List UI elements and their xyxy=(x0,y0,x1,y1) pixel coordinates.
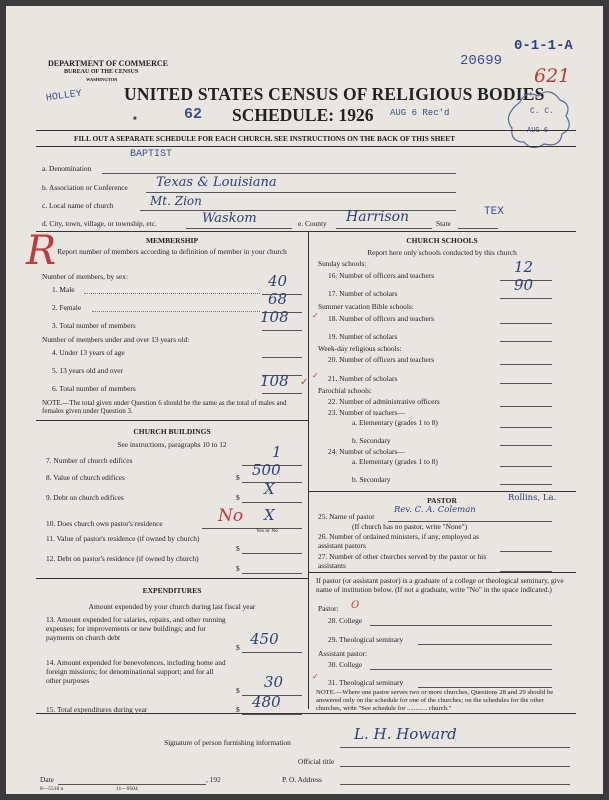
weekday-schools-label: Week-day religious schools: xyxy=(318,344,402,353)
q10-value: X xyxy=(264,506,275,524)
q8-dollar: $ xyxy=(236,473,240,482)
church-name-label: c. Local name of church xyxy=(42,201,114,210)
q14-dollar: $ xyxy=(236,686,240,695)
city-label: d. City, town, village, or township, etc. xyxy=(42,219,157,228)
red-check-mark: R xyxy=(26,228,57,274)
date-year: , 192 xyxy=(206,775,221,784)
q23b-label: b. Secondary xyxy=(352,436,391,445)
pastor-red-mark: O xyxy=(351,600,360,611)
pastor-subhead: Pastor: xyxy=(318,604,339,613)
q14-value: 30 xyxy=(264,673,284,691)
q3-value: 108 xyxy=(260,308,289,326)
pastor-address: Rollins, La. xyxy=(508,493,557,503)
expenditures-intro: Amount expended by your church during last fiscal year xyxy=(88,602,256,611)
q29-field[interactable] xyxy=(418,635,552,645)
state-field[interactable] xyxy=(458,219,498,229)
serial-number: 20699 xyxy=(460,53,503,69)
q3-label: 3. Total number of members xyxy=(52,321,136,330)
q24a-field[interactable] xyxy=(500,457,552,467)
association-value: Texas & Louisiana xyxy=(156,175,277,190)
q16-label: 16. Number of officers and teachers xyxy=(328,271,435,280)
q8-value: 500 xyxy=(252,461,281,479)
q25-label: 25. Name of pastor xyxy=(318,512,375,521)
q18-label: 18. Number of officers and teachers xyxy=(328,314,435,323)
q31-label: 31. Theological seminary xyxy=(328,678,404,687)
q31-field[interactable] xyxy=(418,678,552,688)
city-value: Waskom xyxy=(202,211,257,226)
seal-text-bottom: AUG 6 xyxy=(527,127,549,135)
q11-field[interactable] xyxy=(242,544,302,554)
classification-code: 0-1-1-A xyxy=(514,38,573,54)
date-field[interactable] xyxy=(58,775,206,785)
q17-value: 90 xyxy=(514,276,534,294)
q5-label: 5. 13 years old and over xyxy=(52,366,124,375)
q6-label: 6. Total number of members xyxy=(52,384,136,393)
q4-field[interactable] xyxy=(262,348,302,358)
assistant-pastor-subhead: Assistant pastor: xyxy=(318,649,368,658)
denomination-field[interactable] xyxy=(102,164,456,174)
q26-field[interactable] xyxy=(500,542,552,552)
column-divider xyxy=(308,231,309,709)
q28-label: 28. College xyxy=(328,616,363,625)
q26-label: 26. Number of ordained ministers, if any, employed as assistant pastors xyxy=(318,532,480,550)
q10-red-answer: No xyxy=(218,506,244,526)
q21-label: 21. Number of scholars xyxy=(328,374,398,383)
print-number: 11—9504 xyxy=(116,786,138,792)
q23a-label: a. Elementary (grades 1 to 8) xyxy=(352,418,438,427)
q9-value: X xyxy=(264,480,275,498)
expenditures-title: EXPENDITURES xyxy=(142,586,202,595)
q1-value: 40 xyxy=(268,272,288,290)
department-name: DEPARTMENT OF COMMERCE xyxy=(48,59,169,68)
yes-or-no-hint: Yes or No xyxy=(256,528,279,534)
q23-label: 23. Number of teachers— xyxy=(328,408,405,417)
red-file-number: 621 xyxy=(534,65,571,87)
bureau-city: WASHINGTON xyxy=(86,77,118,82)
q30-label: 30. College xyxy=(328,660,363,669)
form-title: UNITED STATES CENSUS OF RELIGIOUS BODIES xyxy=(124,84,545,104)
membership-intro: Report number of members according to definition of member in your church xyxy=(57,247,287,256)
q28-field[interactable] xyxy=(370,616,552,626)
bureau-name: BUREAU OF THE CENSUS xyxy=(64,69,139,75)
q13-dollar: $ xyxy=(236,643,240,652)
q16-value: 12 xyxy=(514,258,534,276)
sunday-schools-label: Sunday schools: xyxy=(318,259,367,268)
q10-field[interactable] xyxy=(202,519,302,529)
q24a-label: a. Elementary (grades 1 to 8) xyxy=(352,457,438,466)
q8-label: 8. Value of church edifices xyxy=(46,473,125,482)
q13-value: 450 xyxy=(250,630,279,648)
q7-label: 7. Number of church edifices xyxy=(46,456,133,465)
age-heading: Number of members under and over 13 years old: xyxy=(42,335,190,344)
q7-value: 1 xyxy=(272,443,282,461)
seal-text-top: C. C. xyxy=(530,107,555,116)
state-label: State xyxy=(436,219,451,228)
pastor-title: PASTOR xyxy=(427,496,457,505)
q21-field[interactable] xyxy=(500,374,552,384)
red-tick-mark: ✓ xyxy=(300,377,309,388)
association-label: b. Association or Conference xyxy=(42,183,128,192)
q12-field[interactable] xyxy=(242,564,302,574)
membership-title: MEMBERSHIP xyxy=(145,236,199,245)
header-rule-bottom xyxy=(36,146,576,147)
summer-schools-label: Summer vacation Bible schools: xyxy=(318,302,414,311)
q12-dollar: $ xyxy=(236,564,240,573)
q27-field[interactable] xyxy=(500,562,552,572)
q19-field[interactable] xyxy=(500,332,552,342)
state-value: TEX xyxy=(484,206,504,218)
buildings-subtitle: See instructions, paragraphs 10 to 12 xyxy=(117,440,227,449)
q22-field[interactable] xyxy=(500,397,552,407)
q27-label: 27. Number of other churches served by the pastor or his assistants xyxy=(318,552,487,570)
signature-label: Signature of person furnishing information xyxy=(164,738,291,747)
q6-value: 108 xyxy=(260,372,289,390)
instruction-line: FILL OUT A SEPARATE SCHEDULE FOR EACH CHURCH. SEE INSTRUCTIONS ON THE BACK OF THIS SHEET xyxy=(74,134,456,143)
q17-label: 17. Number of scholars xyxy=(328,289,398,298)
official-title-field[interactable] xyxy=(340,757,570,767)
q24b-field[interactable] xyxy=(500,475,552,485)
form-number: 8—5518 a xyxy=(40,786,64,792)
church-name-value: Mt. Zion xyxy=(150,194,202,208)
q29-label: 29. Theological seminary xyxy=(328,635,404,644)
pastor-note: NOTE.—Where one pastor serves two or more churches, Questions 28 and 29 should be answered only on the schedule for one of the churches; on the schedules for the other churches, write "See schedule for ............ church." xyxy=(316,689,554,712)
college-intro: If pastor (or assistant pastor) is a graduate of a college or theological seminary, give name of institution below. (If not a graduate, write "No" in the space indicated.) xyxy=(316,576,564,594)
q30-field[interactable] xyxy=(370,660,552,670)
county-value: Harrison xyxy=(346,209,410,225)
q22-label: 22. Number of administrative officers xyxy=(328,397,440,406)
received-stamp: AUG 6 Rec'd xyxy=(390,108,450,118)
q18-field[interactable] xyxy=(500,314,552,324)
q2-label: 2. Female xyxy=(52,303,82,312)
county-label: e. County xyxy=(298,219,327,228)
q20-label: 20. Number of officers and teachers xyxy=(328,355,435,364)
q25-note: (If church has no pastor, write "None") xyxy=(352,522,468,531)
official-title-label: Official title xyxy=(298,757,335,766)
q11-label: 11. Value of pastor's residence (if owned by church) xyxy=(46,534,200,543)
q13-label: 13. Amount expended for salaries, repairs, and other running expenses; for improvements or new buildings; and for payments on church debt xyxy=(46,615,226,642)
membership-note: NOTE.—The total given under Question 6 should be the same as the total of males and females given under Question 3. xyxy=(42,399,287,416)
schools-intro: Report here only schools conducted by this church xyxy=(367,248,517,257)
denomination-label: a. Denomination xyxy=(42,164,92,173)
denomination-value: BAPTIST xyxy=(130,149,173,160)
q2-value: 68 xyxy=(268,290,288,308)
date-label: Date xyxy=(40,775,54,784)
q23a-field[interactable] xyxy=(500,418,552,428)
q4-label: 4. Under 13 years of age xyxy=(52,348,125,357)
q15-value: 480 xyxy=(252,693,281,711)
schools-title: CHURCH SCHOOLS xyxy=(406,236,478,245)
po-address-label: P. O. Address xyxy=(282,775,322,784)
holley-stamp: HOLLEY xyxy=(45,88,83,105)
schedule-year: SCHEDULE: 1926 xyxy=(232,105,374,125)
q1-label: 1. Male xyxy=(52,285,75,294)
q23b-field[interactable] xyxy=(500,436,552,446)
q10-label: 10. Does church own pastor's residence xyxy=(46,519,163,528)
q14-label: 14. Amount expended for benevolences, including home and foreign missions; for denominational support; and for all other purposes xyxy=(46,658,226,685)
census-schedule-page: DEPARTMENT OF COMMERCE BUREAU OF THE CENSUS WASHINGTON 20699 0-1-1-A 621 HOLLEY UNITED STATES CENSUS OF RELIGIOUS BODIES ■ 62 SCHEDULE: 1926 AUG 6 Rec'd C. C. AUG 6 FILL OUT A SEPARATE SCHEDULE FOR EACH CHURCH. SEE INSTRUCTIONS ON THE BACK OF THIS SHEET BAPTIST a. Denomination b. Association or Conference Texas & Louisiana c. Local name of church Mt. Zion d. City, town, village, or township, etc. Waskom e. County Harrison State TEX R MEMBERSHIP Report number of members according to definition of member in your church Number of members, by sex: 1. Male 40 2. Female 68 3. Total number of members 108 Number of members under and over 13 years old: 4. Under 13 years of age 5. 13 years old and over 6. Total number of members 108 ✓ NOTE.—The total given under Question 6 should be the same as the total of males and females given under Question 3. CHURCH BUILDINGS See instructions, paragraphs 10 to 12 7. Number of church edifices 1 8. Value of church edifices $ 500 9. Debt on church edifices $ X 10. Does church own pastor's residence No X Yes or No 11. Value of pastor's residence (if owned by church) $ 12. Debt on pastor's residence (if owned by church) $ EXPENDITURES Amount expended by your church during last fiscal year 13. Amount expended for salaries, repairs, and other running expenses; for improvements or new buildings; and for payments on church debt $ 450 14. Amount expended for benevolences, including home and foreign missions; for denominational support; and for all other purposes $ 30 15. Total expenditures during year $ 480 CHURCH SCHOOLS Report here only schools conducted by this church Sunday schools: 16. Number of officers and teachers 12 17. Number of scholars 90 Summer vacation Bible schools: ✓ 18. Number of officers and teachers 19. Number of scholars Week-day religious schools: 20. Number of officers and teachers ✓ 21. Number of scholars Parochial schools: 22. Number of administrative officers 23. Number of teachers— a. Elementary (grades 1 to 8) b. Secondary 24. Number of scholars— a. Elementary (grades 1 to 8) b. Secondary PASTOR Rollins, La. 25. Name of pastor Rev. C. A. Coleman (If church has no pastor, write "None") 26. Number of ordained ministers, if any, employed as assistant pastors 27. Number of other churches served by the pastor or his assistants If pastor (or assistant pastor) is a graduate of a college or theological seminary, give name of institution below. (If not a graduate, write "No" in the space indicated.) Pastor: O 28. College 29. Theological seminary Assistant pastor: 30. College ✓ 31. Theological seminary NOTE.—Where one pastor serves two or more churches, Questions 28 and 29 should be answered only on the schedule for one of the churches; on the schedules for the other churches, write "See schedule for ............ church." Signature of person furnishing information L. H. Howard Official title Date , 192 P. O. Address 8—5518 a 11—9504 xyxy=(6,6,603,794)
q9-label: 9. Debt on church edifices xyxy=(46,493,124,502)
q19-label: 19. Number of scholars xyxy=(328,332,398,341)
q15-dollar: $ xyxy=(236,705,240,714)
section-rule xyxy=(36,231,576,232)
q11-dollar: $ xyxy=(236,544,240,553)
signature-value: L. H. Howard xyxy=(354,725,457,743)
q24-label: 24. Number of scholars— xyxy=(328,447,405,456)
received-seal-stamp xyxy=(506,90,572,148)
q24b-label: b. Secondary xyxy=(352,475,391,484)
q20-field[interactable] xyxy=(500,355,552,365)
schedule-number: 62 xyxy=(184,106,203,123)
header-rule-top xyxy=(36,130,576,131)
mark-e: ■ xyxy=(133,115,137,122)
q25-value: Rev. C. A. Coleman xyxy=(394,505,476,515)
q12-label: 12. Debt on pastor's residence (if owned by church) xyxy=(46,554,199,563)
buildings-title: CHURCH BUILDINGS xyxy=(133,427,211,436)
members-by-sex: Number of members, by sex: xyxy=(42,272,128,281)
po-address-field[interactable] xyxy=(340,775,570,785)
q9-dollar: $ xyxy=(236,493,240,502)
q15-label: 15. Total expenditures during year xyxy=(46,705,148,714)
parochial-schools-label: Parochial schools: xyxy=(318,386,372,395)
